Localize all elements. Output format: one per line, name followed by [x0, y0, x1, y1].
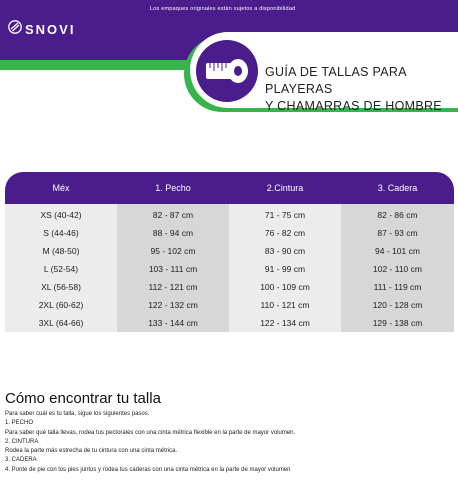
guide-step-text: 4. Ponte de pie con los pies juntos y rodea tus caderas con una cinta métrica en la parte de mayor volumen	[5, 466, 291, 473]
table-header	[5, 172, 454, 204]
guide-title: Cómo encontrar tu talla	[5, 390, 161, 407]
guide-step-heading: 3. CADERA	[5, 457, 37, 464]
table-body	[5, 204, 454, 332]
cintura-cell: 83 - 90 cm	[264, 246, 306, 256]
cintura-cell: 110 - 121 cm	[260, 300, 310, 310]
guide-intro: Para saber cuál es tu talla, sigue los siguientes pasos:	[5, 411, 150, 417]
snovi-logo-icon	[8, 20, 22, 39]
size-cell: XL (56-58)	[41, 282, 81, 292]
page-title	[265, 64, 458, 115]
size-guide-section	[5, 390, 455, 475]
size-cell: S (44-46)	[43, 228, 79, 238]
table-row	[5, 278, 454, 296]
cintura-cell: 122 - 134 cm	[260, 318, 310, 328]
table-row	[5, 206, 454, 224]
header-pecho: 1. Pecho	[155, 183, 191, 193]
header-cintura: 2.Cintura	[266, 183, 304, 193]
cadera-cell: 87 - 93 cm	[377, 228, 418, 238]
cintura-cell: 71 - 75 cm	[264, 210, 306, 220]
cadera-cell: 102 - 110 cm	[373, 264, 422, 274]
cadera-cell: 111 - 119 cm	[373, 282, 422, 292]
size-table	[5, 172, 454, 332]
size-cell: M (48-50)	[42, 246, 80, 256]
pecho-cell: 95 - 102 cm	[150, 246, 196, 256]
table-row	[5, 224, 454, 242]
header-mex: Méx	[52, 183, 70, 193]
guide-step-text: Rodea la parte más estrecha de tu cintura con una cinta métrica.	[5, 448, 178, 455]
table-row	[5, 260, 454, 278]
cadera-cell: 94 - 101 cm	[375, 246, 420, 256]
size-cell: 2XL (60-62)	[38, 300, 84, 310]
size-cell: XS (40-42)	[40, 210, 82, 220]
pecho-cell: 122 - 132 cm	[148, 300, 198, 310]
cadera-cell: 129 - 138 cm	[372, 318, 423, 328]
brand-name: SNOVI	[25, 22, 76, 37]
size-cell: L (52-54)	[43, 264, 79, 274]
guide-step-text: Para saber qué talla llevas, rodea tus pectorales con una cinta métrica flexible en la parte de mayor volumen.	[5, 429, 296, 436]
table-row	[5, 314, 454, 332]
pecho-cell: 88 - 94 cm	[152, 228, 194, 238]
cintura-cell: 76 - 82 cm	[264, 228, 306, 238]
cintura-cell: 100 - 109 cm	[260, 282, 310, 292]
disclaimer-text: Los empaques originales están sujetos a disponibilidad	[150, 6, 296, 12]
pecho-cell: 112 - 121 cm	[148, 282, 198, 292]
cadera-cell: 120 - 128 cm	[372, 300, 423, 310]
table-row	[5, 296, 454, 314]
pecho-cell: 103 - 111 cm	[148, 264, 198, 274]
guide-step-heading: 1. PECHO	[5, 420, 34, 427]
pecho-cell: 82 - 87 cm	[152, 210, 194, 220]
measuring-tape-icon	[196, 40, 258, 102]
title-line-1: GUÍA DE TALLAS PARA PLAYERAS	[265, 65, 407, 96]
brand-logo	[8, 20, 75, 39]
cadera-cell: 82 - 86 cm	[377, 210, 418, 220]
header-cadera: 3. Cadera	[377, 183, 418, 193]
guide-step-heading: 2. CINTURA	[5, 438, 39, 445]
table-row	[5, 242, 454, 260]
cintura-cell: 91 - 99 cm	[264, 264, 306, 274]
size-cell: 3XL (64-66)	[38, 318, 84, 328]
pecho-cell: 133 - 144 cm	[148, 318, 198, 328]
title-line-2: Y CHAMARRAS DE HOMBRE	[265, 99, 442, 113]
